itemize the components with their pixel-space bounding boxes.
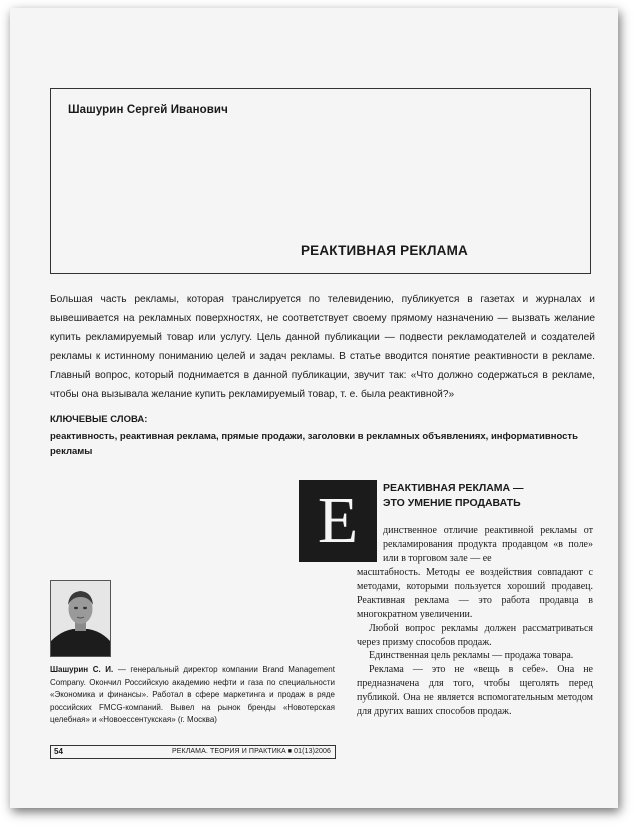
paragraph-3: Единственная цель рекламы — продажа товара. — [369, 650, 574, 662]
section-heading — [383, 481, 593, 511]
bio-text: — генеральный директор компании Brand Management Company. Окончил Российскую академию нефти и газа по специальности «Экономика и финансы». Работал в сфере маркетинга и продаж в ряде российских FMCG-компаний. Вывел на рынок бренды «Новотерская целебная» и «Новоессентукская» (г. Москва) — [50, 665, 335, 725]
author-portrait-icon — [51, 581, 110, 656]
author-name: Шашурин Сергей Иванович — [68, 104, 228, 116]
section-heading-line-2: ЭТО УМЕНИЕ ПРОДАВАТЬ — [383, 497, 521, 509]
paragraph-2: Любой вопрос рекламы должен рассматриваться через призму способов продаж. — [357, 622, 593, 648]
journal-info: РЕКЛАМА. ТЕОРИЯ И ПРАКТИКА ■ 01(13)2006 — [172, 747, 331, 755]
section-heading-line-1: РЕАКТИВНАЯ РЕКЛАМА — — [383, 482, 524, 494]
first-paragraph-start — [383, 524, 593, 566]
paragraph-4: Реклама — это не «вещь в себе». Она не предназначена для того, чтобы щеголять перед публикой. Она не является вспомогательным методом для других ваших способов продаж. — [357, 664, 593, 718]
header-box — [50, 88, 591, 274]
author-bio — [50, 664, 335, 727]
keywords-list: реактивность, реактивная реклама, прямые продажи, заголовки в рекламных объявлениях, информативность рекламы — [50, 431, 578, 457]
article-body — [357, 566, 593, 719]
abstract: Большая часть рекламы, которая транслируется по телевидению, публикуется в газетах и журналах и вывешивается на рекламных поверхностях, не соответствует своему прямому назначению — вызвать желание купить рекламируемый товар или услугу. Цель данной публикации — подвести рекламодателей и создателей рекламы к истинному пониманию целей и задач рекламы. В статье вводится понятие реактивности в рекламе. Главный вопрос, который поднимается в данной публикации, звучит так: «Что должно содержаться в рекламе, чтобы она вызывала желание купить рекламируемый товар, т. е. была реактивной?» — [50, 294, 595, 400]
page-number: 54 — [54, 747, 63, 756]
first-paragraph-rest: масштабность. Методы ее воздействия совпадают с методами, которыми пользуется хороший продавец. Реактивная реклама — это работа продавца в многократном увеличении. — [357, 567, 593, 620]
author-photo — [50, 580, 111, 657]
bio-name: Шашурин С. И. — [50, 665, 114, 674]
first-paragraph-narrow: динственное отличие реактивной рекламы от рекламирования продукта продавцом «в поле» или в торговом зале — ее — [383, 525, 593, 564]
page-footer — [50, 745, 336, 759]
journal-page — [10, 8, 618, 808]
drop-cap: Е — [299, 480, 377, 562]
article-title: РЕАКТИВНАЯ РЕКЛАМА — [300, 243, 468, 258]
keywords-heading: КЛЮЧЕВЫЕ СЛОВА: — [50, 414, 148, 425]
